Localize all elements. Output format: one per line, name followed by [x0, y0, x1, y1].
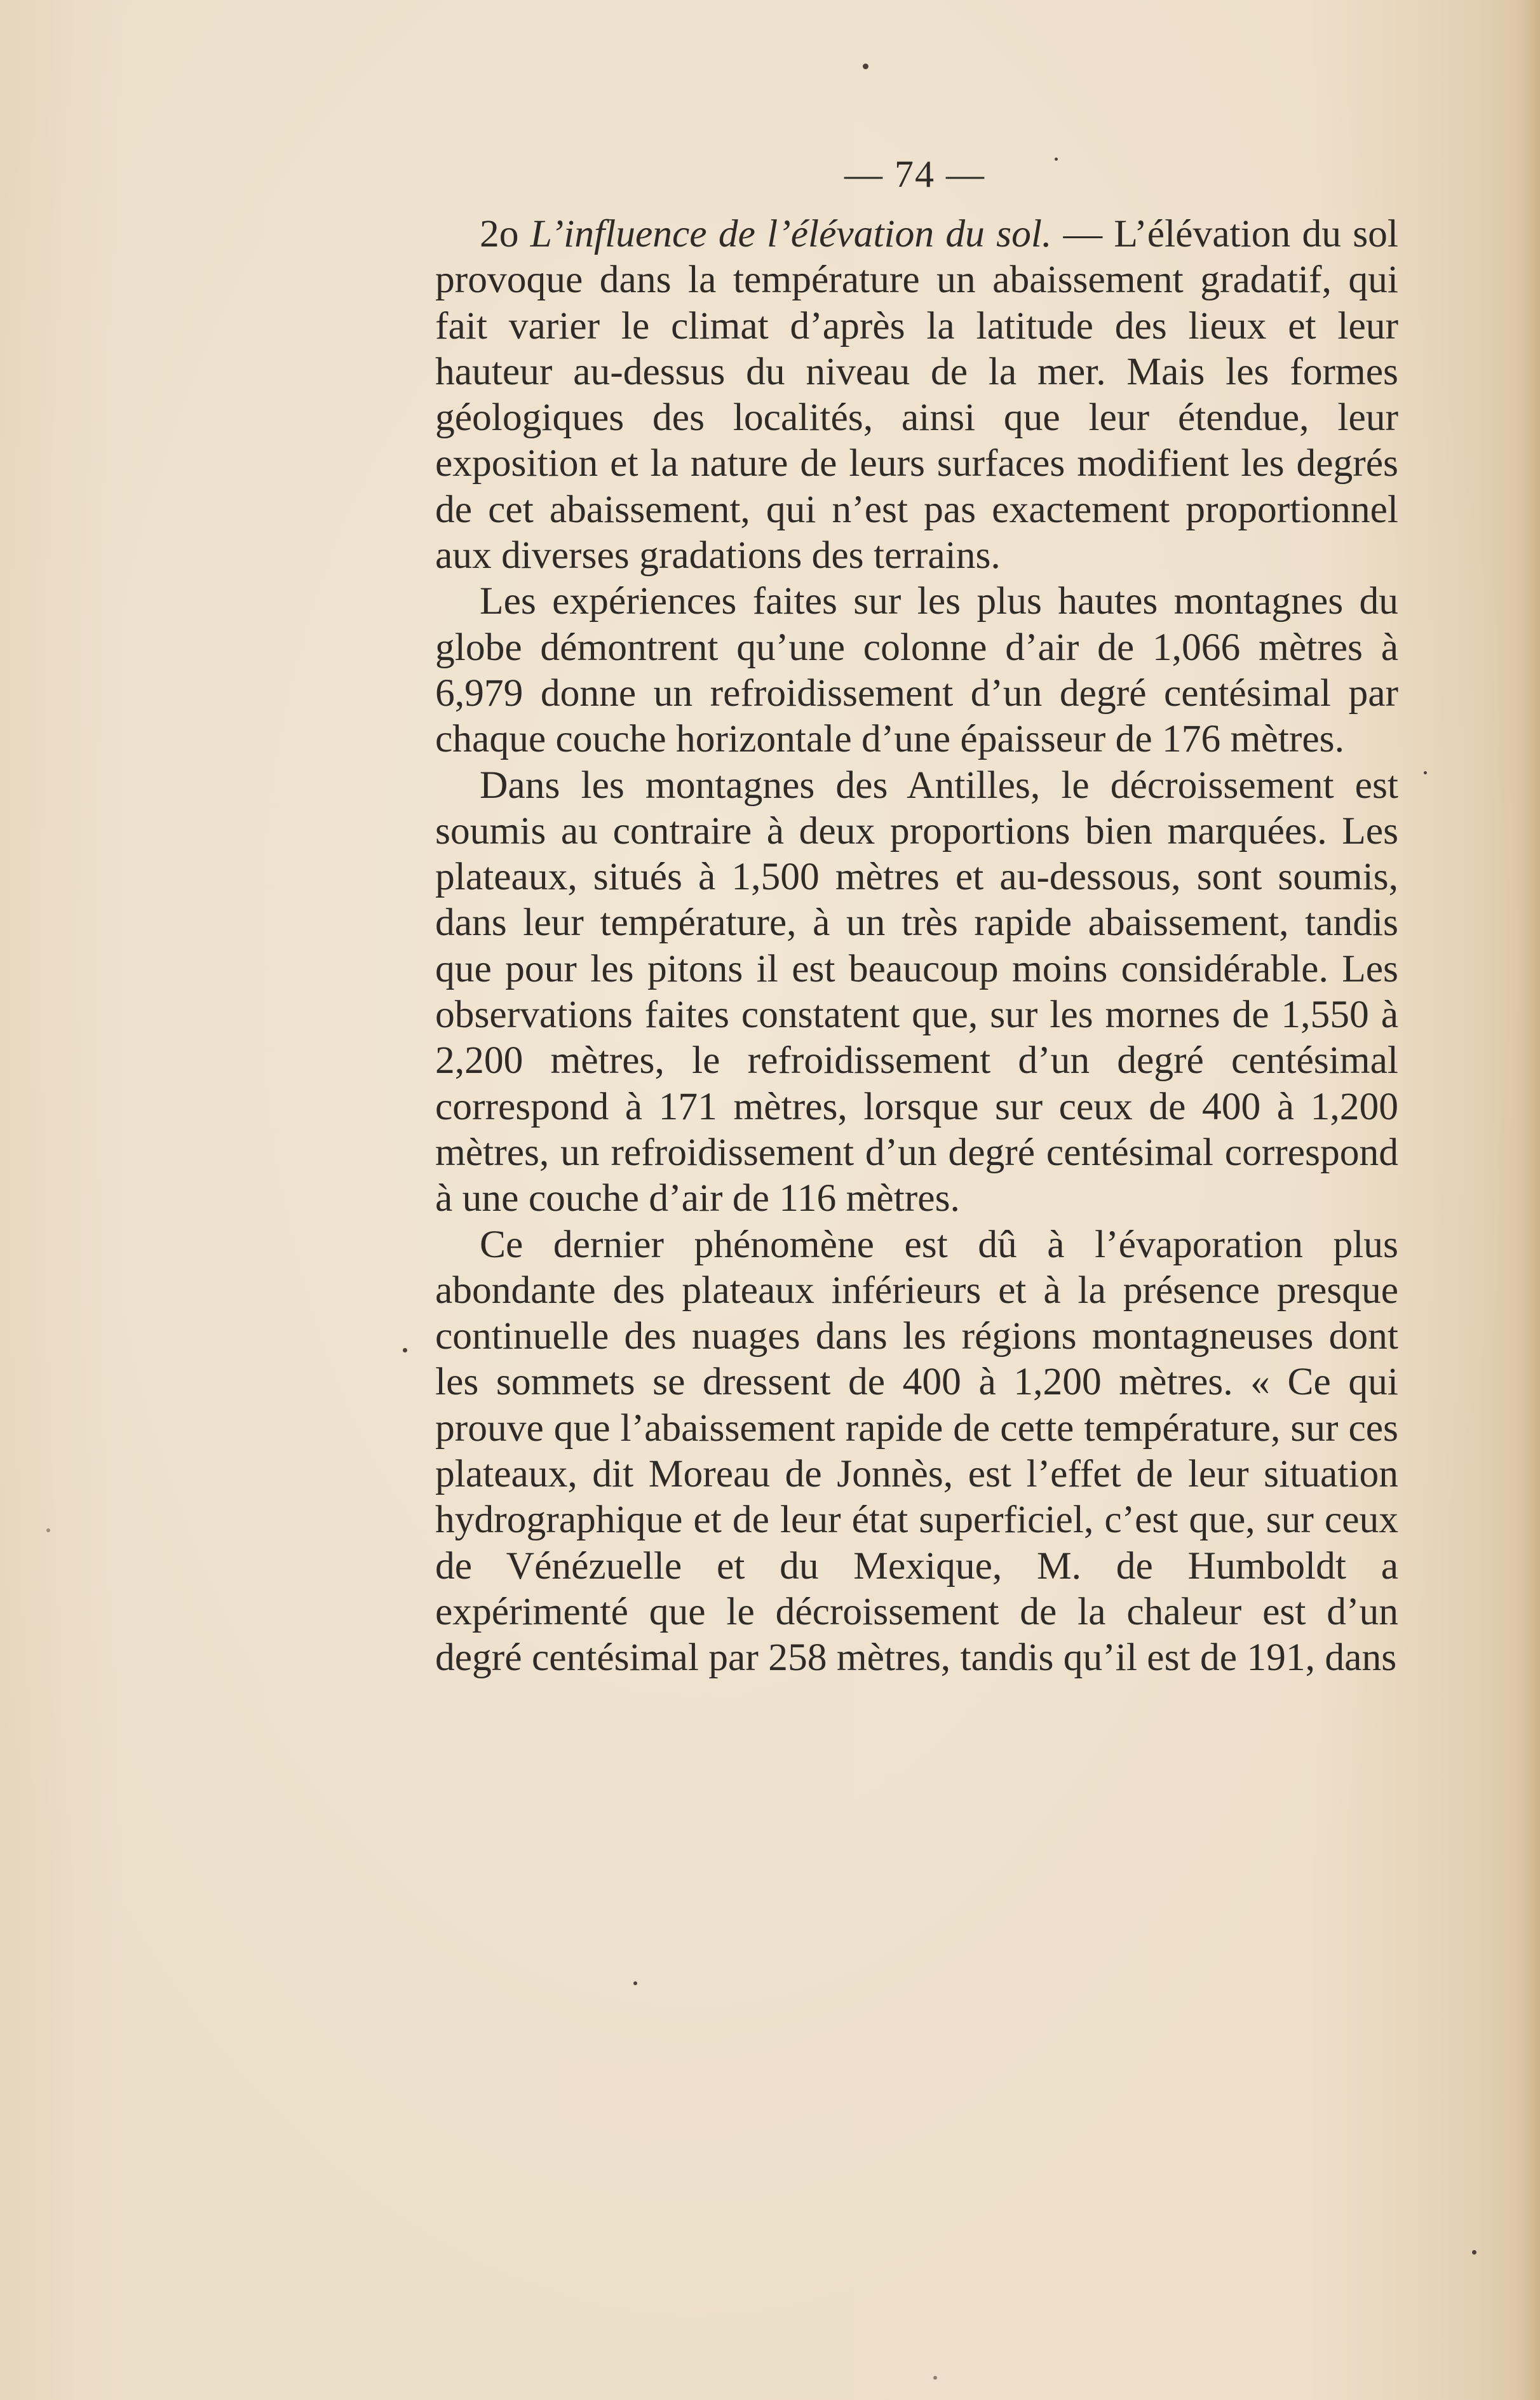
paragraph-3: Dans les montagnes des Antilles, le décroissement est soumis au contraire à deux proportions bien marquées. Les plateaux, situés à 1,500 mètres et au-dessous, sont soumis, dans leur température, à un très rapide abaissement, tandis que pour les pitons il est beaucoup moins considérable. Les observations faites constatent que, sur les mornes de 1,550 à 2,200 mètres, le refroidissement d’un degré centésimal correspond à 171 mètres, lorsque sur ceux de 400 à 1,200 mètres, un refroidissement d’un degré centésimal correspond à une couche d’air de 116 mètres.: [435, 763, 1398, 1220]
paper-speck: [933, 2376, 937, 2380]
paragraph-1: [435, 211, 1398, 578]
paragraph-2: Les expériences faites sur les plus hautes montagnes du globe démontrent qu’une colonne d’air de 1,066 mètres à 6,979 donne un refroidissement d’un degré centésimal par chaque couche horizontale d’une épaisseur de 176 mètres.: [435, 579, 1398, 761]
section-heading: L’influence de l’élévation du sol.: [530, 212, 1052, 255]
paper-speck: [1424, 771, 1427, 774]
paper-speck: [46, 1528, 50, 1532]
paragraph-1-text: — L’élévation du sol provoque dans la température un abaissement gradatif, qui fait varier le climat d’après la latitude des lieux et leur hauteur au-dessus du niveau de la mer. Mais les formes géologiques des localités, ainsi que leur étendue, leur exposition et la nature de leurs surfaces modifient les degrés de cet abaissement, qui n’est pas exactement proportionnel aux diverses gradations des terrains.: [435, 212, 1399, 577]
paragraph-4: Ce dernier phénomène est dû à l’évaporation plus abondante des plateaux inférieurs et à la présence presque continuelle des nuages dans les régions montagneuses dont les sommets se dressent de 400 à 1,200 mètres. « Ce qui prouve que l’abaissement rapide de cette température, sur ces plateaux, dit Moreau de Jonnès, est l’effet de leur situation hydrographique et de leur état superficiel, c’est que, sur ceux de Vénézuelle et du Mexique, M. de Humboldt a expérimenté que le décroissement de la chaleur est d’un degré centésimal par 258 mètres, tandis qu’il est de 191, dans: [435, 1222, 1398, 1680]
page-edge-shadow: [1521, 0, 1540, 2400]
page-number: — 74 —: [844, 153, 985, 195]
paper-speck: [403, 1348, 407, 1352]
paper-speck: [1472, 2250, 1476, 2255]
paper-speck: [1055, 158, 1058, 161]
paper-speck: [633, 1981, 637, 1985]
body-text: [435, 211, 1398, 1681]
paper-speck: [863, 64, 868, 69]
section-number: 2o: [480, 212, 519, 255]
